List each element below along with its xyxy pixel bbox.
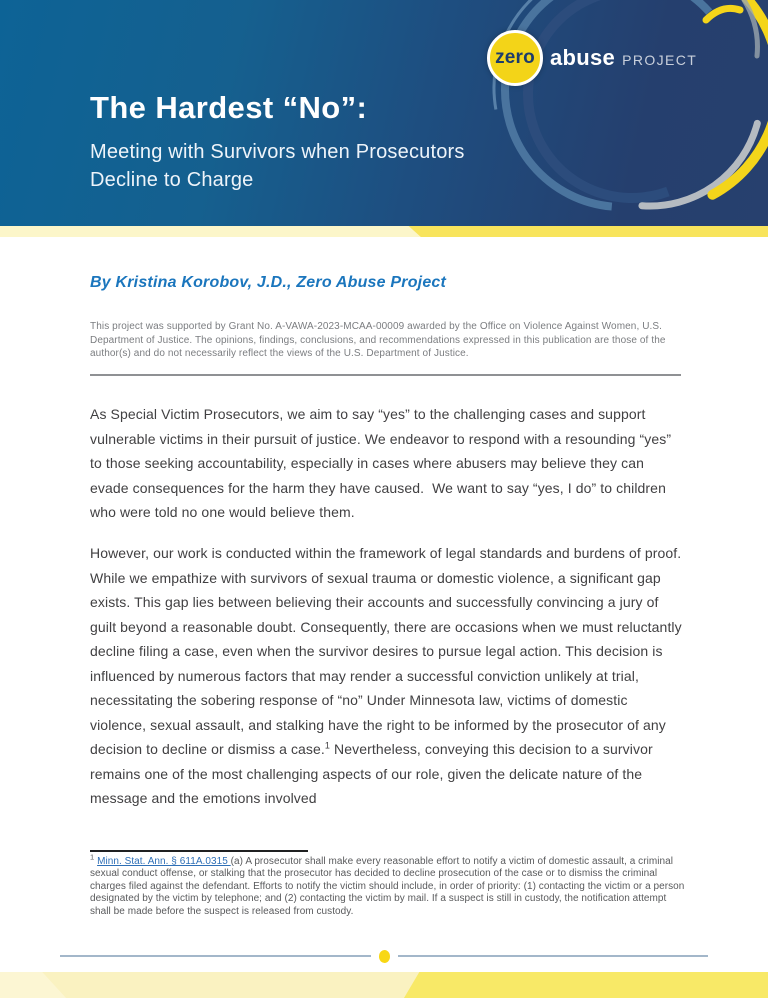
statute-link[interactable]: Minn. Stat. Ann. § 611A.0315 — [97, 856, 231, 867]
footnote-text: (a) A prosecutor shall make every reasonable effort to notify a victim of domestic assault, a criminal sexual conduct offense, or stalking that the prosecutor has decided to decline prosecution of the case or to dismiss the criminal charges filed against the defendant. Efforts to notify the victim should include, in order of priority: (1) contacting the victim or a person designated by the victim by telephone; and (2) contacting the victim by mail. If a suspect is still in custody, the notification attempt shall be made before the suspect is released from custody. — [90, 856, 685, 917]
accent-strip-bottom-pale — [0, 972, 768, 998]
footer-divider — [60, 949, 708, 963]
logo-project-text: PROJECT — [622, 52, 698, 68]
accent-strip-top-bright — [0, 226, 768, 237]
footnote-rule — [90, 850, 308, 852]
paragraph-1: As Special Victim Prosecutors, we aim to say “yes” to the challenging cases and support vulnerable victims in their pursuit of justice. We endeavor to respond with a resounding “yes” to those seeking accountability, especially in cases where abusers may believe they can evade consequences for the harm they have caused. We want to say “yes, I do” to children who were told no one would believe them. — [90, 406, 676, 520]
page-subtitle — [90, 138, 465, 194]
logo-wordmark — [550, 45, 697, 71]
header-banner — [0, 0, 768, 226]
page-title: The Hardest “No”: — [90, 90, 368, 125]
footer-divider-line-right — [398, 955, 709, 957]
logo-zero-text: zero — [495, 47, 535, 68]
section-divider — [90, 374, 681, 376]
page-subtitle-line2: Decline to Charge — [90, 169, 254, 191]
zero-badge-icon — [487, 30, 543, 86]
footnote-marker: 1 — [90, 852, 95, 862]
footer-divider-line-left — [60, 955, 371, 957]
paragraph-2-text-cont: Nevertheless, conveying this decision to a survivor remains one of the most challenging aspects of our role, given the delicate nature of the message and the emotions involved — [90, 741, 657, 806]
footnote-reference: 1 — [324, 740, 331, 751]
zero-abuse-project-logo — [487, 30, 697, 86]
paragraph-2 — [90, 541, 685, 811]
footnote — [90, 852, 688, 918]
byline: By Kristina Korobov, J.D., Zero Abuse Project — [90, 274, 447, 291]
accent-strip-top — [0, 226, 768, 237]
page-subtitle-line1: Meeting with Survivors when Prosecutors — [90, 141, 465, 163]
accent-strip-bottom — [0, 972, 768, 998]
paragraph-2-text: However, our work is conducted within the framework of legal standards and burdens of proof. While we empathize with survivors of sexual trauma or domestic violence, a significant gap exists. This gap lies between believing their accounts and successfully convincing a jury of guilt beyond a reasonable doubt. Consequently, there are occasions when we must reluctantly decline filing a case, even when the survivor desires to pursue legal action. This decision is influenced by numerous factors that may render a successful conviction unlikely at trial, necessitating the sobering response of “no” Under Minnesota law, victims of domestic violence, sexual assault, and stalking have the right to be informed by the prosecutor of any decision to decline or dismiss a case. — [90, 545, 686, 757]
grant-disclaimer: This project was supported by Grant No. A-VAWA-2023-MCAA-00009 awarded by the Office on Violence Against Women, U.S. Department of Justice. The opinions, findings, conclusions, and recommendations expressed in this publication are those of the author(s) and do not necessarily reflect the views of the U.S. Department of Justice. — [90, 321, 666, 359]
logo-abuse-text: abuse — [550, 45, 616, 70]
footer-dot-icon — [379, 950, 390, 963]
